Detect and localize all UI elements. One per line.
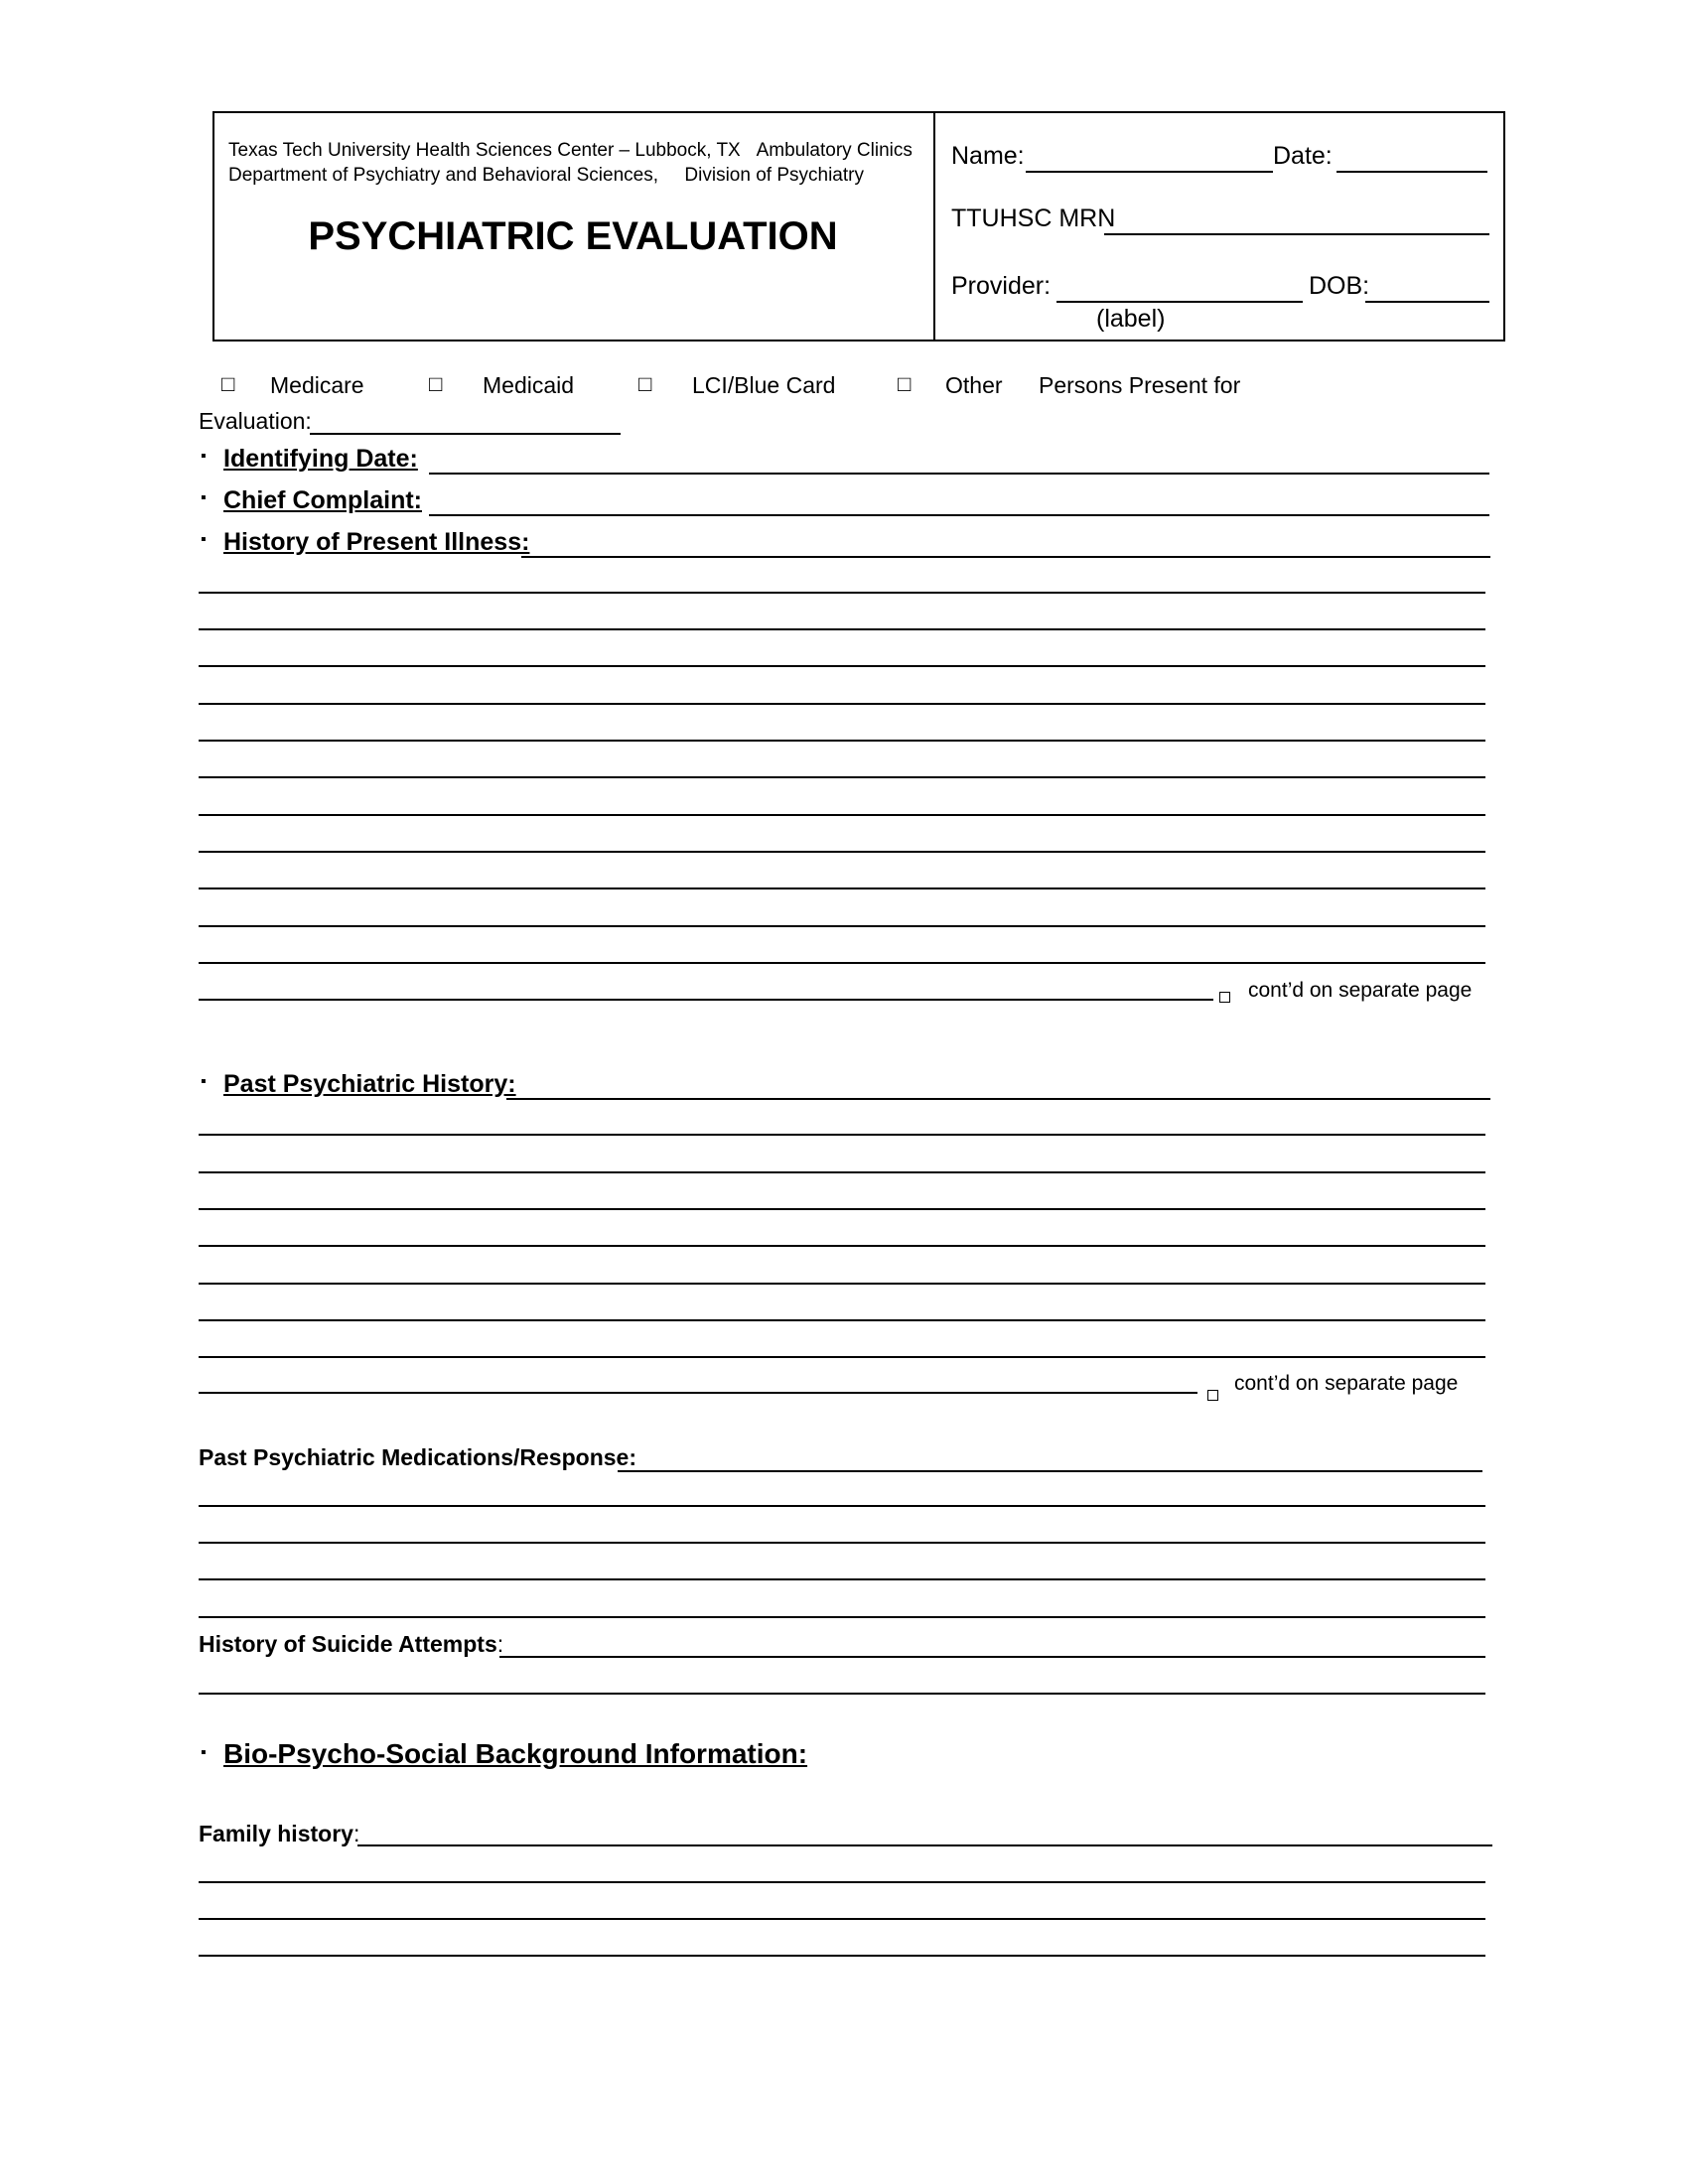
hpi-line[interactable] <box>199 776 1485 778</box>
family-history-line[interactable] <box>199 1918 1485 1920</box>
persons-present-label-cont: Evaluation: <box>199 408 312 434</box>
provider-label: Provider: <box>951 272 1052 300</box>
bullet-icon: ▪ <box>201 1073 207 1090</box>
hpi-line[interactable] <box>199 592 1485 594</box>
family-history-line[interactable] <box>199 1881 1485 1883</box>
medicare-label: Medicare <box>270 372 364 398</box>
label-note: (label) <box>1096 305 1166 333</box>
department-name: Department of Psychiatry and Behavioral Sciences, <box>228 165 658 186</box>
bullet-icon: ▪ <box>201 448 207 465</box>
past-psych-meds-line[interactable] <box>199 1505 1485 1507</box>
past-psych-contd-label: cont’d on separate page <box>1234 1372 1459 1395</box>
page-title: PSYCHIATRIC EVALUATION <box>308 214 838 258</box>
colon: : <box>352 1821 360 1846</box>
hpi-line[interactable] <box>199 703 1485 705</box>
past-psych-meds-label <box>199 1444 636 1471</box>
lci-label: LCI/Blue Card <box>692 372 836 398</box>
persons-present-field[interactable] <box>310 433 621 435</box>
colon: : <box>496 1631 504 1657</box>
date-label: Date: <box>1273 142 1333 170</box>
family-history-label <box>199 1821 359 1847</box>
bullet-icon: ▪ <box>201 1744 207 1761</box>
family-history-text: Family history <box>199 1821 353 1846</box>
past-psych-meds-field[interactable] <box>618 1470 1482 1472</box>
past-psych-history-label: Past Psychiatric History: <box>223 1070 516 1098</box>
hpi-line[interactable] <box>199 962 1485 964</box>
past-psych-meds-text: Past Psychiatric Medications/Response <box>199 1444 630 1470</box>
bullet-icon: ▪ <box>201 489 207 506</box>
hpi-line[interactable] <box>199 925 1485 927</box>
hpi-line[interactable] <box>199 628 1485 630</box>
other-checkbox[interactable]: □ <box>898 371 912 396</box>
suicide-attempts-field[interactable] <box>499 1656 1485 1658</box>
mrn-field[interactable] <box>1104 233 1489 235</box>
hpi-contd-checkbox[interactable] <box>1219 992 1230 1003</box>
hpi-line[interactable] <box>199 814 1485 816</box>
hpi-label: History of Present Illness: <box>223 528 530 556</box>
suicide-attempts-label <box>199 1631 503 1658</box>
past-psych-history-line[interactable] <box>199 1283 1485 1285</box>
medicaid-checkbox[interactable]: □ <box>429 371 443 396</box>
bio-psycho-social-heading: Bio-Psycho-Social Background Information: <box>223 1738 808 1769</box>
family-history-line[interactable] <box>199 1955 1485 1957</box>
past-psych-history-line[interactable] <box>199 1208 1485 1210</box>
medicaid-label: Medicaid <box>483 372 575 398</box>
other-label: Other <box>945 372 1003 398</box>
name-label: Name: <box>951 142 1025 170</box>
past-psych-history-line[interactable] <box>199 1134 1485 1136</box>
medicare-checkbox[interactable]: □ <box>221 371 235 396</box>
department-line <box>228 164 864 188</box>
institution-line <box>228 139 913 163</box>
past-psych-history-line[interactable] <box>199 1356 1485 1358</box>
date-field[interactable] <box>1336 171 1487 173</box>
bullet-icon: ▪ <box>201 531 207 548</box>
institution-name: Texas Tech University Health Sciences Center – Lubbock, TX <box>228 140 741 161</box>
mrn-label: TTUHSC MRN <box>951 205 1116 232</box>
chief-complaint-field[interactable] <box>429 514 1489 516</box>
hpi-field[interactable] <box>521 556 1490 558</box>
lci-checkbox[interactable]: □ <box>638 371 652 396</box>
header-divider <box>933 111 935 341</box>
name-field[interactable] <box>1026 171 1273 173</box>
suicide-attempts-text: History of Suicide Attempts <box>199 1631 497 1657</box>
suicide-attempts-line[interactable] <box>199 1693 1485 1695</box>
hpi-line[interactable] <box>199 851 1485 853</box>
hpi-line[interactable] <box>199 665 1485 667</box>
chief-complaint-label: Chief Complaint: <box>223 486 422 514</box>
hpi-line[interactable] <box>199 999 1213 1001</box>
persons-present-label: Persons Present for <box>1039 372 1241 398</box>
past-psych-history-line[interactable] <box>199 1245 1485 1247</box>
identifying-date-label: Identifying Date: <box>223 445 418 473</box>
past-psych-history-line[interactable] <box>199 1171 1485 1173</box>
hpi-contd-label: cont’d on separate page <box>1248 979 1473 1002</box>
past-psych-history-line[interactable] <box>199 1319 1485 1321</box>
provider-field[interactable] <box>1056 301 1303 303</box>
past-psych-history-field[interactable] <box>506 1098 1490 1100</box>
past-psych-history-line[interactable] <box>199 1392 1197 1394</box>
division-name: Division of Psychiatry <box>684 165 864 186</box>
family-history-field[interactable] <box>357 1844 1492 1846</box>
identifying-date-field[interactable] <box>429 473 1489 475</box>
clinic-name: Ambulatory Clinics <box>756 140 913 161</box>
past-psych-meds-line[interactable] <box>199 1542 1485 1544</box>
past-psych-contd-checkbox[interactable] <box>1207 1390 1218 1401</box>
dob-label: DOB: <box>1309 272 1370 300</box>
hpi-line[interactable] <box>199 740 1485 742</box>
dob-field[interactable] <box>1365 301 1489 303</box>
hpi-line[interactable] <box>199 887 1485 889</box>
past-psych-meds-line[interactable] <box>199 1616 1485 1618</box>
colon: : <box>629 1444 636 1470</box>
past-psych-meds-line[interactable] <box>199 1578 1485 1580</box>
